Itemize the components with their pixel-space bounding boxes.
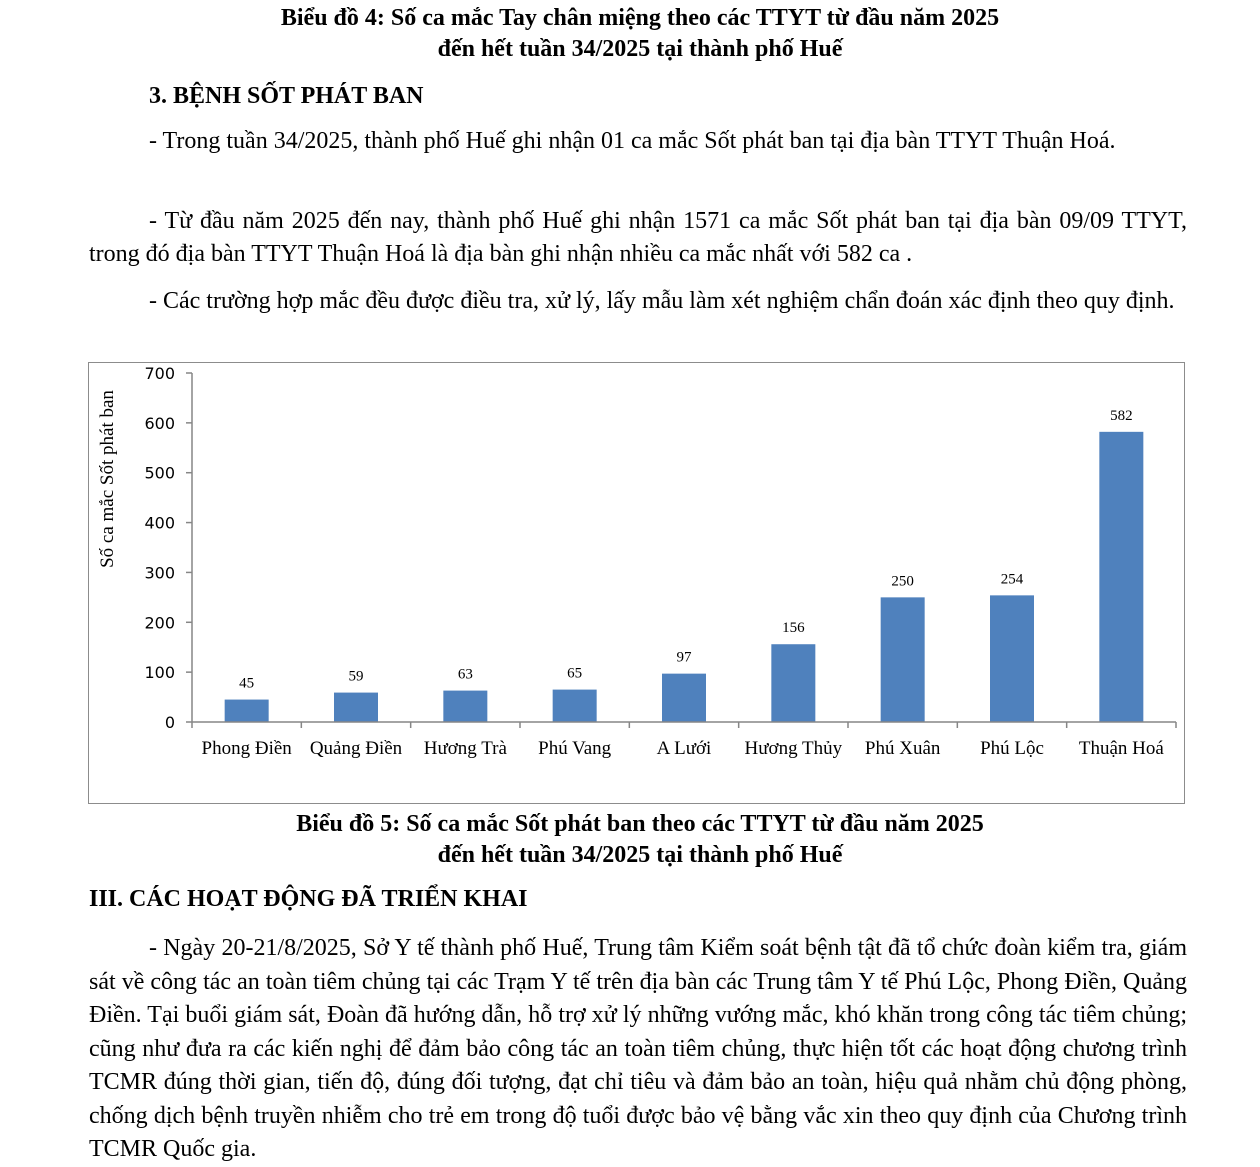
x-tick-label: Hương Thủy (744, 738, 843, 759)
x-tick-label: Phong Điền (201, 738, 292, 759)
section3-heading: 3. BỆNH SỐT PHÁT BAN (149, 83, 424, 109)
data-label: 254 (1000, 571, 1024, 588)
data-label: 582 (1110, 407, 1133, 424)
data-label: 250 (891, 573, 914, 590)
data-label: 45 (239, 675, 255, 692)
bar (334, 693, 378, 722)
y-tick-label: 700 (144, 364, 175, 383)
bar (771, 644, 815, 722)
y-tick-label: 200 (144, 613, 175, 633)
section3-paragraph-1: - Trong tuần 34/2025, thành phố Huế ghi nhận 01 ca mắc Sốt phát ban tại địa bàn TTYT Thuận Hoá. (149, 128, 1116, 154)
y-tick-label: 400 (144, 513, 175, 533)
x-tick-label: Phú Lộc (980, 738, 1044, 759)
x-tick-label: Phú Vang (538, 738, 612, 759)
chart5-caption (0, 809, 1260, 871)
x-tick-label: Quảng Điền (309, 738, 403, 759)
data-label: 63 (457, 666, 473, 683)
x-tick-label: Thuận Hoá (1078, 738, 1164, 759)
y-tick-label: 500 (144, 463, 175, 483)
x-axis-labels (202, 738, 1165, 759)
chart4-caption-line1: Biểu đồ 4: Số ca mắc Tay chân miệng theo các TTYT từ đầu năm 2025 (280, 5, 1000, 31)
section3-paragraph-2: - Từ đầu năm 2025 đến nay, thành phố Huế ghi nhận 1571 ca mắc Sốt phát ban tại địa bàn 09/09 TTYT, trong đó địa bàn TTYT Thuận Hoá là địa bàn ghi nhận nhiều ca mắc nhất với 582 ca . (89, 208, 1187, 267)
bar (990, 595, 1034, 722)
y-tick-label: 600 (144, 413, 175, 433)
chart5-caption-line1: Biểu đồ 5: Số ca mắc Sốt phát ban theo các TTYT từ đầu năm 2025 (296, 811, 984, 837)
bar (1099, 432, 1143, 722)
x-tick-label: A Lưới (656, 738, 712, 759)
bar (881, 597, 925, 722)
section-iii-heading: III. CÁC HOẠT ĐỘNG ĐÃ TRIỂN KHAI (89, 886, 528, 912)
y-tick-label: 0 (164, 713, 175, 732)
x-tick-label: Phú Xuân (864, 738, 941, 759)
chart5-caption-line2: đến hết tuần 34/2025 tại thành phố Huế (437, 842, 843, 868)
section-iii-paragraph-1: - Ngày 20-21/8/2025, Sở Y tế thành phố Huế, Trung tâm Kiểm soát bệnh tật đã tổ chức đoàn kiểm tra, giám sát về công tác an toàn tiêm chủng tại các Trạm Y tế trên địa bàn các Trung tâm Y tế Phú Lộc, Phong Điền, Quảng Điền. Tại buổi giám sát, Đoàn đã hướng dẫn, hỗ trợ xử lý những vướng mắc, khó khăn trong công tác tiêm chủng; cũng như đưa ra các kiến nghị để đảm bảo công tác an toàn tiêm chủng, thực hiện tốt các hoạt động chương trình TCMR đúng thời gian, tiến độ, đúng đối tượng, đạt chỉ tiêu và đảm bảo an toàn, hiệu quả nhằm chủ động phòng, chống dịch bệnh truyền nhiễm cho trẻ em trong độ tuổi được bảo vệ bằng vắc xin theo quy định của Chương trình TCMR Quốc gia. (89, 935, 1187, 1162)
chart4-caption-line2: đến hết tuần 34/2025 tại thành phố Huế (437, 36, 843, 62)
section3-paragraph-3: - Các trường hợp mắc đều được điều tra, xử lý, lấy mẫu làm xét nghiệm chẩn đoán xác định theo quy định. (149, 288, 1175, 314)
y-tick-label: 100 (144, 663, 175, 683)
data-label: 59 (348, 668, 364, 685)
y-tick-label: 300 (144, 563, 175, 583)
data-label: 156 (782, 620, 805, 637)
bar (662, 674, 706, 722)
bar (443, 691, 487, 722)
y-axis-title: Số ca mắc Sốt phát ban (97, 390, 118, 568)
bar (225, 700, 269, 722)
x-tick-label: Hương Trà (423, 738, 507, 759)
data-label: 65 (567, 665, 583, 682)
data-label: 97 (676, 649, 692, 666)
bar (553, 690, 597, 722)
